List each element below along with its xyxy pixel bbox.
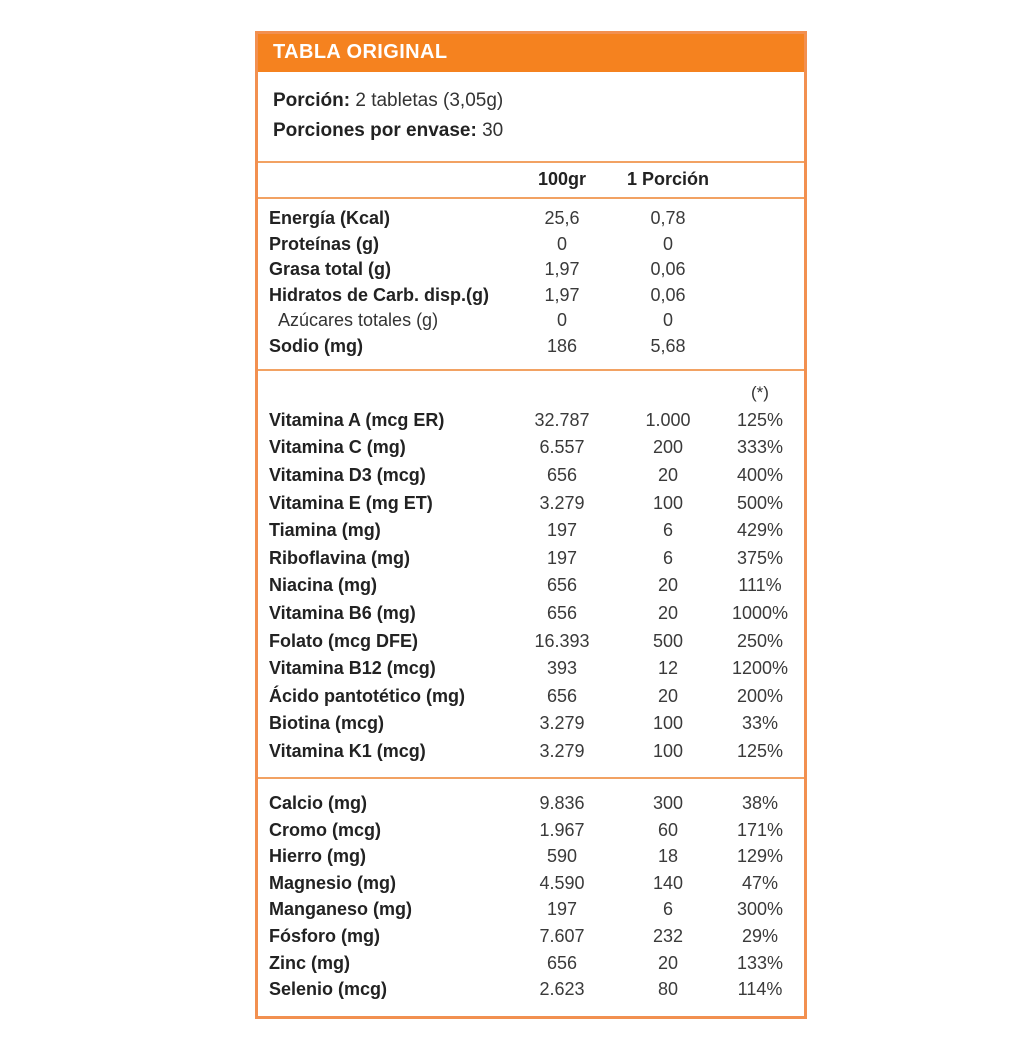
value-per-portion: 200 [652,437,684,458]
servings-per-container-value: 30 [482,120,504,141]
nutrient-label: Riboflavina (mg) [269,547,411,568]
value-per-portion: 6 [662,899,673,920]
table-row [258,710,804,738]
table-row [258,627,804,655]
value-per-portion: 500 [652,630,684,651]
value-per-100g: 656 [546,952,578,973]
value-per-100g: 186 [546,335,578,356]
vitamins-section [258,369,804,777]
value-percent-dv: 200% [736,685,784,706]
value-percent-dv: 400% [736,465,784,486]
nutrient-label: Hidratos de Carb. disp.(g) [269,284,490,305]
nutrient-label: Fósforo (mg) [269,926,380,947]
nutrient-label: Vitamina K1 (mcg) [269,741,426,762]
nutrient-label: Hierro (mg) [269,846,367,867]
value-per-portion: 100 [652,713,684,734]
table-row [258,545,804,573]
value-per-portion: 0,06 [650,284,686,305]
table-row [258,600,804,628]
nutrient-label: Manganeso (mg) [269,899,413,920]
table-row [258,257,804,283]
value-per-100g: 656 [546,685,578,706]
vitamins-rows [258,407,804,766]
servings-per-container-line [273,116,789,146]
value-percent-dv: 111% [738,575,782,596]
value-per-100g: 1,97 [544,259,580,280]
value-per-100g: 2.623 [539,979,585,1000]
value-per-100g: 656 [546,603,578,624]
table-row [258,655,804,683]
value-percent-dv: 171% [736,819,784,840]
value-per-portion: 20 [657,465,679,486]
minerals-section [258,777,804,1016]
nutrient-label: Vitamina B6 (mg) [269,603,416,624]
value-percent-dv: 375% [736,547,784,568]
value-percent-dv: 250% [736,630,784,651]
value-per-portion: 80 [657,979,679,1000]
value-per-100g: 197 [546,547,578,568]
column-header-per-100g: 100gr [537,169,587,189]
percent-marker-row [258,379,804,407]
table-row [258,738,804,766]
value-percent-dv: 500% [736,492,784,513]
value-per-100g: 1,97 [544,284,580,305]
value-per-100g: 3.279 [539,492,585,513]
value-per-portion: 20 [657,575,679,596]
servings-per-container-label: Porciones por envase: [273,120,477,141]
nutrient-label: Niacina (mg) [269,575,378,596]
table-row [258,334,804,360]
value-per-100g: 3.279 [539,741,585,762]
value-per-portion: 1.000 [645,409,691,430]
value-percent-dv: 114% [737,979,783,1000]
value-percent-dv: 429% [736,520,784,541]
column-header-per-portion: 1 Porción [626,169,710,189]
value-per-portion: 100 [652,492,684,513]
nutrient-label: Biotina (mcg) [269,713,384,734]
nutrient-label: Tiamina (mg) [269,520,381,541]
value-per-100g: 0 [556,233,567,254]
table-row [258,897,804,924]
table-row [258,790,804,817]
table-row [258,572,804,600]
value-per-100g: 656 [546,465,578,486]
percent-marker: (*) [751,382,769,402]
table-title: TABLA ORIGINAL [273,41,448,63]
table-row [258,206,804,232]
value-per-100g: 197 [546,899,578,920]
value-per-portion: 6 [662,520,673,541]
value-per-portion: 300 [652,793,684,814]
nutrient-label: Grasa total (g) [269,259,392,280]
value-per-portion: 232 [652,926,684,947]
value-per-portion: 20 [657,952,679,973]
table-row [258,517,804,545]
value-percent-dv: 133% [736,952,784,973]
value-per-portion: 60 [657,819,679,840]
nutrient-label: Calcio (mg) [269,793,368,814]
table-row [258,283,804,309]
nutrient-label: Vitamina E (mg ET) [269,492,433,513]
nutrient-label: Folato (mcg DFE) [269,630,418,651]
value-percent-dv: 38% [741,793,779,814]
table-row [258,817,804,844]
value-percent-dv: 29% [741,926,779,947]
value-per-100g: 4.590 [539,872,585,893]
value-per-portion: 5,68 [650,335,686,356]
nutrient-label: Proteínas (g) [269,233,380,254]
table-row [258,870,804,897]
value-per-100g: 393 [546,658,578,679]
value-per-100g: 197 [546,520,578,541]
value-percent-dv: 1000% [731,603,789,624]
value-per-portion: 18 [657,846,679,867]
nutrient-label: Magnesio (mg) [269,872,397,893]
value-per-portion: 20 [657,685,679,706]
nutrient-label: Azúcares totales (g) [278,310,439,331]
value-per-100g: 16.393 [534,630,590,651]
value-per-100g: 9.836 [539,793,585,814]
serving-info-section [258,72,804,161]
value-per-portion: 0 [662,310,673,331]
table-row [258,923,804,950]
value-per-100g: 25,6 [544,208,580,229]
table-row [258,434,804,462]
table-row [258,683,804,711]
value-percent-dv: 125% [736,741,784,762]
nutrient-label: Selenio (mcg) [269,979,388,1000]
table-row [258,462,804,490]
value-percent-dv: 300% [736,899,784,920]
nutrient-label: Zinc (mg) [269,952,350,973]
table-row [258,950,804,977]
portion-value: 2 tabletas (3,05g) [355,90,504,111]
table-row [258,844,804,871]
nutrient-label: Vitamina B12 (mcg) [269,658,436,679]
value-per-100g: 1.967 [539,819,585,840]
value-per-portion: 0 [662,233,673,254]
value-per-100g: 656 [546,575,578,596]
nutrient-label: Sodio (mg) [269,335,363,356]
value-per-portion: 12 [657,658,679,679]
portion-label: Porción: [273,90,351,111]
value-percent-dv: 129% [736,846,784,867]
table-row [258,976,804,1003]
value-percent-dv: 333% [736,437,784,458]
nutrition-table [255,31,807,1019]
value-percent-dv: 33% [741,713,779,734]
table-row [258,308,804,334]
value-per-100g: 6.557 [539,437,585,458]
nutrient-label: Cromo (mcg) [269,819,381,840]
value-per-portion: 100 [652,741,684,762]
value-per-100g: 0 [556,310,567,331]
value-per-portion: 0,78 [650,208,686,229]
value-percent-dv: 125% [736,409,784,430]
value-per-portion: 20 [657,603,679,624]
value-percent-dv: 47% [741,872,779,893]
value-per-100g: 3.279 [539,713,585,734]
table-row [258,407,804,435]
macronutrients-section [258,197,804,369]
table-header-bar [258,34,804,72]
nutrient-label: Vitamina A (mcg ER) [269,409,445,430]
value-per-portion: 6 [662,547,673,568]
nutrient-label: Vitamina C (mg) [269,437,406,458]
value-per-100g: 590 [546,846,578,867]
value-per-portion: 140 [652,872,684,893]
table-row [258,232,804,258]
nutrient-label: Ácido pantotético (mg) [269,685,465,706]
value-percent-dv: 1200% [731,658,789,679]
column-header-row [258,161,804,197]
value-per-100g: 7.607 [539,926,585,947]
nutrient-label: Vitamina D3 (mcg) [269,465,426,486]
portion-line [273,86,789,116]
table-row [258,489,804,517]
nutrient-label: Energía (Kcal) [269,208,391,229]
value-per-100g: 32.787 [534,409,590,430]
value-per-portion: 0,06 [650,259,686,280]
